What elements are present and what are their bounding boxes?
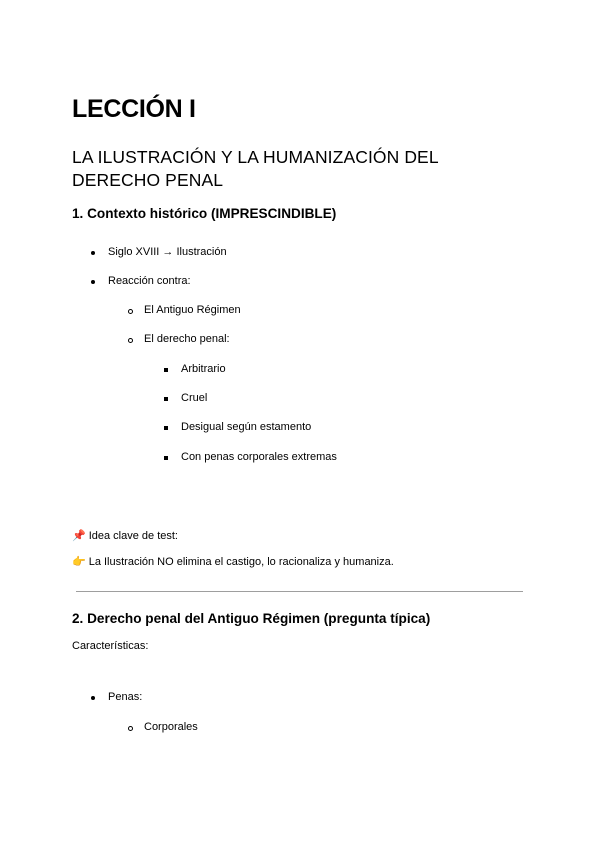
bullet-square-icon	[164, 368, 168, 372]
list-subitem: Corporales	[144, 721, 198, 733]
list-subsubitem: Desigual según estamento	[181, 421, 312, 433]
bullet-square-icon	[164, 397, 168, 401]
bullet-disc-icon	[91, 280, 95, 284]
list-item: Reacción contra:	[108, 275, 191, 287]
key-idea-text: La Ilustración NO elimina el castigo, lo racionaliza y humaniza.	[88, 556, 394, 568]
bullet-circle-icon	[128, 726, 133, 731]
list-subsubitem: Con penas corporales extremas	[181, 451, 337, 463]
key-idea-line	[72, 529, 178, 542]
section-2-heading: 2. Derecho penal del Antiguo Régimen (pregunta típica)	[72, 611, 431, 626]
bullet-disc-icon	[91, 251, 95, 255]
key-idea-label: Idea clave de test:	[88, 530, 178, 542]
key-idea-statement	[72, 555, 394, 568]
subtitle-line-2: DERECHO PENAL	[72, 170, 224, 190]
list-subsubitem: Arbitrario	[181, 363, 226, 375]
list-subitem: El Antiguo Régimen	[144, 304, 241, 316]
pushpin-icon: 📌	[72, 530, 86, 542]
bullet-circle-icon	[128, 338, 133, 343]
list-subsubitem: Cruel	[181, 392, 208, 404]
bullet-square-icon	[164, 456, 168, 460]
bullet-square-icon	[164, 426, 168, 430]
section-2-intro: Características:	[72, 640, 149, 652]
page-title: LECCIÓN I	[72, 95, 196, 123]
bullet-circle-icon	[128, 309, 133, 314]
horizontal-rule	[76, 591, 523, 592]
list-subitem: El derecho penal:	[144, 333, 230, 345]
pointing-hand-icon: 👉	[72, 556, 86, 568]
list-item: Penas:	[108, 691, 143, 703]
section-1-heading: 1. Contexto histórico (IMPRESCINDIBLE)	[72, 206, 337, 221]
bullet-disc-icon	[91, 696, 95, 700]
subtitle-line-1: LA ILUSTRACIÓN Y LA HUMANIZACIÓN DEL	[72, 147, 439, 167]
list-item: Siglo XVIII → Ilustración	[108, 246, 227, 258]
